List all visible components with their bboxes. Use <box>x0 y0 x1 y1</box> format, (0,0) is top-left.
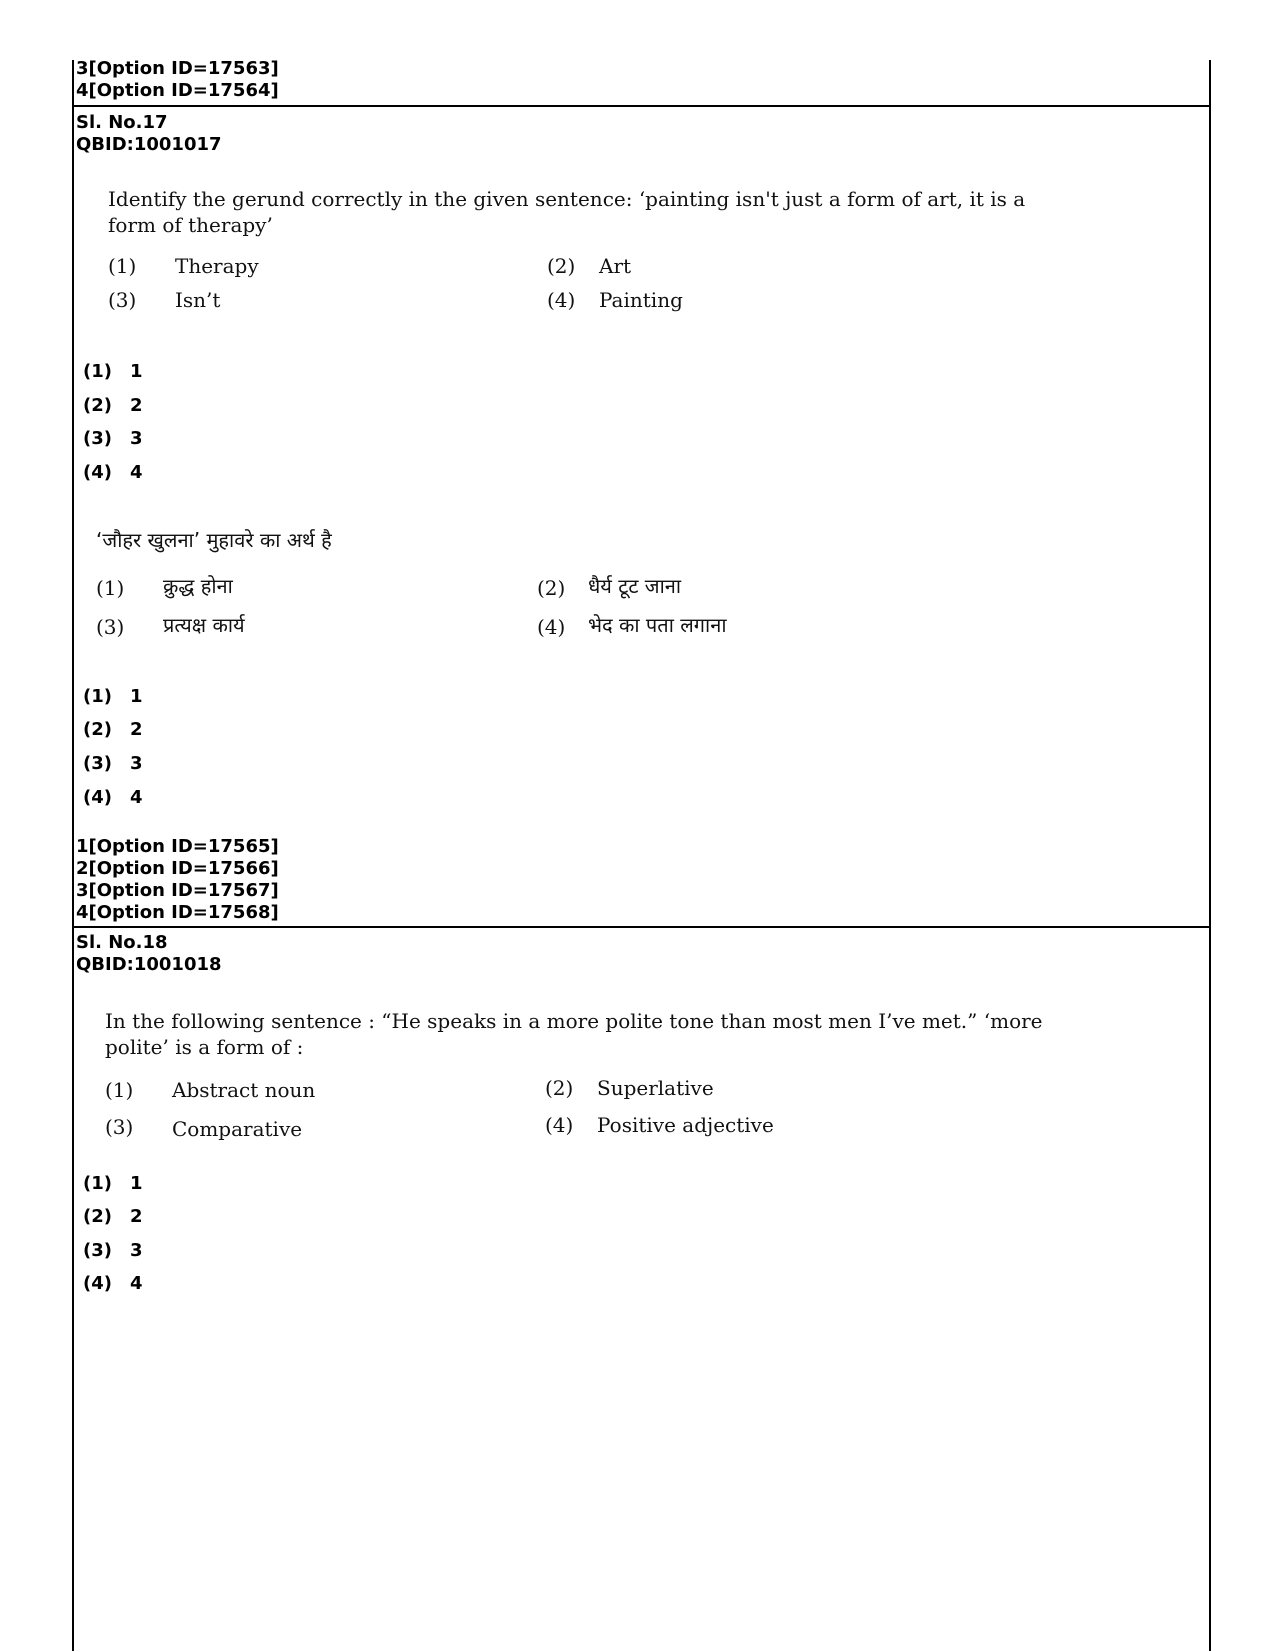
option-id: 4[Option ID=17568] <box>76 902 279 923</box>
option-item <box>108 287 221 313</box>
option-item <box>545 1075 714 1101</box>
answer-number: (2) <box>83 1206 112 1227</box>
option-item <box>545 1112 774 1138</box>
hindi-question-text: ‘जौहर खुलना’ मुहावरे का अर्थ है <box>96 528 332 552</box>
answer-choice[interactable] <box>83 1206 143 1227</box>
serial-number: Sl. No.17 <box>76 112 168 133</box>
answer-choice[interactable] <box>83 462 143 483</box>
option-item <box>105 1114 303 1141</box>
option-number: (3) <box>108 288 137 312</box>
answer-value: 3 <box>130 428 143 449</box>
option-text: भेद का पता लगाना <box>588 613 727 637</box>
answer-value: 1 <box>130 361 143 382</box>
answer-choice[interactable] <box>83 1273 143 1294</box>
option-text: Abstract noun <box>172 1078 316 1102</box>
answer-choice[interactable] <box>83 428 143 449</box>
option-item <box>96 613 245 640</box>
answer-value: 3 <box>130 753 143 774</box>
answer-number: (3) <box>83 753 112 774</box>
answer-value: 2 <box>130 395 143 416</box>
section-divider <box>74 926 1209 928</box>
option-item <box>537 574 682 601</box>
option-item <box>96 574 233 601</box>
qbid: QBID:1001018 <box>76 954 222 975</box>
question-header <box>76 112 222 156</box>
answer-value: 4 <box>130 462 143 483</box>
option-text: Isn’t <box>175 288 221 312</box>
option-item <box>105 1077 316 1103</box>
option-text: Painting <box>599 288 683 312</box>
answer-number: (2) <box>83 719 112 740</box>
option-id-list <box>76 836 279 924</box>
option-id: 2[Option ID=17566] <box>76 858 279 879</box>
answer-choice[interactable] <box>83 753 143 774</box>
question-header <box>76 932 222 976</box>
answer-choice[interactable] <box>83 719 143 740</box>
option-number: (4) <box>537 615 566 639</box>
option-number: (3) <box>96 615 125 639</box>
answer-number: (1) <box>83 361 112 382</box>
option-text: प्रत्यक्ष कार्य <box>163 613 245 637</box>
option-id: 3[Option ID=17567] <box>76 880 279 901</box>
qbid: QBID:1001017 <box>76 134 222 155</box>
answer-number: (2) <box>83 395 112 416</box>
question-line: polite’ is a form of : <box>105 1035 304 1059</box>
question-line: Identify the gerund correctly in the given sentence: ‘painting isn't just a form of art, it is a <box>108 187 1026 211</box>
answer-value: 3 <box>130 1240 143 1261</box>
answer-choice[interactable] <box>83 1240 143 1261</box>
answer-number: (3) <box>83 428 112 449</box>
option-number: (2) <box>545 1076 574 1100</box>
question-line: form of therapy’ <box>108 213 273 237</box>
answer-value: 2 <box>130 1206 143 1227</box>
option-text: Comparative <box>172 1117 303 1141</box>
option-item <box>547 253 632 279</box>
question-text <box>105 1008 1065 1060</box>
answer-number: (1) <box>83 1173 112 1194</box>
answer-number: (4) <box>83 787 112 808</box>
option-text: Art <box>599 254 632 278</box>
answer-choice[interactable] <box>83 361 143 382</box>
serial-number: Sl. No.18 <box>76 932 168 953</box>
answer-choice[interactable] <box>83 686 143 707</box>
answer-choice[interactable] <box>83 787 143 808</box>
option-text: Superlative <box>597 1076 714 1100</box>
option-text: Therapy <box>175 254 259 278</box>
answer-value: 1 <box>130 1173 143 1194</box>
option-number: (1) <box>96 576 125 600</box>
answer-choice[interactable] <box>83 395 143 416</box>
answer-number: (4) <box>83 462 112 483</box>
option-id: 3[Option ID=17563] <box>76 58 279 79</box>
answer-number: (4) <box>83 1273 112 1294</box>
option-text: धैर्य टूट जाना <box>588 574 682 598</box>
answer-number: (3) <box>83 1240 112 1261</box>
answer-choice[interactable] <box>83 1173 143 1194</box>
option-item <box>108 253 259 279</box>
option-id-list <box>76 58 279 102</box>
option-number: (1) <box>105 1078 134 1102</box>
answer-value: 2 <box>130 719 143 740</box>
option-item <box>547 287 683 313</box>
option-id: 4[Option ID=17564] <box>76 80 279 101</box>
option-number: (4) <box>545 1113 574 1137</box>
section-divider <box>74 105 1209 107</box>
option-item <box>537 613 727 640</box>
question-line: In the following sentence : “He speaks in a more polite tone than most men I’ve met.” ‘more <box>105 1009 1043 1033</box>
answer-number: (1) <box>83 686 112 707</box>
option-number: (3) <box>105 1115 134 1139</box>
option-number: (1) <box>108 254 137 278</box>
answer-value: 1 <box>130 686 143 707</box>
option-number: (2) <box>547 254 576 278</box>
answer-value: 4 <box>130 787 143 808</box>
answer-value: 4 <box>130 1273 143 1294</box>
option-number: (2) <box>537 576 566 600</box>
option-number: (4) <box>547 288 576 312</box>
option-text: Positive adjective <box>597 1113 774 1137</box>
option-text: क्रुद्ध होना <box>163 574 233 598</box>
question-text <box>108 186 1068 238</box>
option-id: 1[Option ID=17565] <box>76 836 279 857</box>
